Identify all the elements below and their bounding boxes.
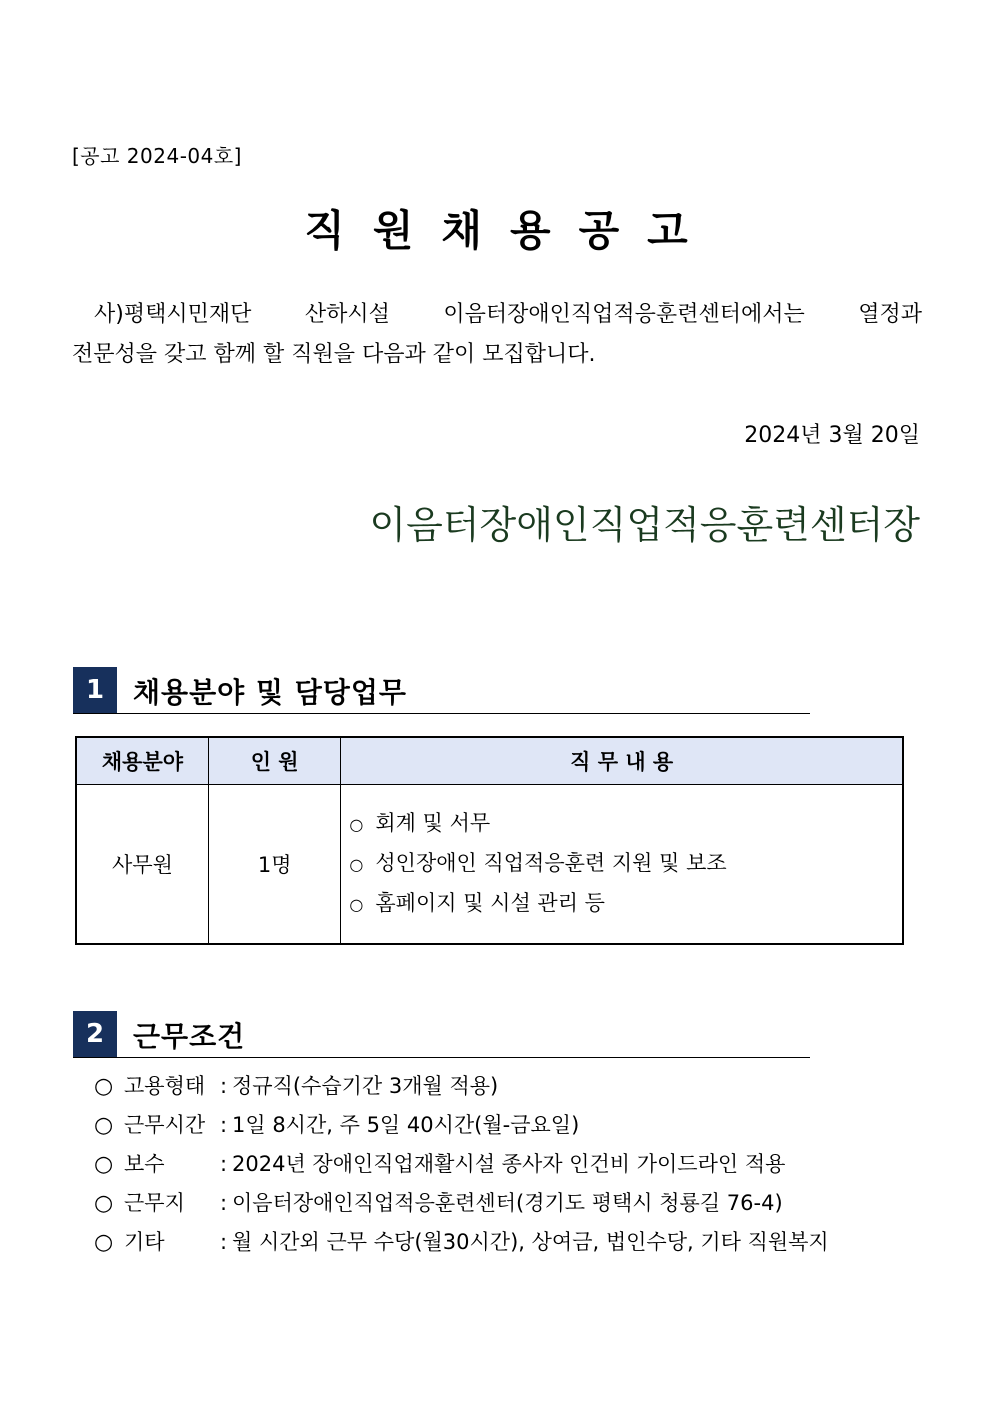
list-item: ○ 기타 : 월 시간외 근무 수당(월30시간), 상여금, 법인수당, 기타 직원복지	[94, 1223, 829, 1262]
circle-bullet-icon: ○	[94, 1074, 114, 1099]
duty-item	[349, 804, 901, 844]
cell-field: 사무원	[76, 785, 208, 945]
list-item: ○ 고용형태 : 정규직(수습기간 3개월 적용)	[94, 1067, 829, 1106]
condition-label: 근무시간	[124, 1113, 206, 1137]
duty-text: 홈페이지 및 시설 관리 등	[375, 891, 605, 915]
table-header-duties: 직 무 내 용	[341, 737, 903, 785]
condition-value: 월 시간외 근무 수당(월30시간), 상여금, 법인수당, 기타 직원복지	[232, 1230, 829, 1254]
duty-text: 성인장애인 직업적응훈련 지원 및 보조	[375, 851, 727, 875]
notice-date: 2024년 3월 20일	[744, 423, 920, 448]
section-header-2	[73, 1011, 810, 1058]
section-header-1	[73, 667, 810, 714]
circle-bullet-icon: ○	[94, 1230, 114, 1255]
signer-name: 이음터장애인직업적응훈련센터장	[369, 503, 920, 547]
circle-bullet-icon: ○	[94, 1113, 114, 1138]
cell-count: 1명	[208, 785, 340, 945]
list-item: ○ 근무시간 : 1일 8시간, 주 5일 40시간(월-금요일)	[94, 1106, 829, 1145]
table-header-count: 인 원	[208, 737, 340, 785]
section-number-badge: 1	[73, 667, 117, 713]
intro-line-1: 사)평택시민재단 산하시설 이음터장애인직업적응훈련센터에서는 열정과	[94, 302, 922, 327]
conditions-list	[94, 1067, 829, 1262]
bullet-icon: ○	[349, 855, 364, 874]
condition-label: 근무지	[124, 1191, 185, 1215]
condition-value: 이음터장애인직업적응훈련센터(경기도 평택시 청룡길 76-4)	[232, 1191, 783, 1215]
duty-item	[349, 844, 901, 884]
circle-bullet-icon: ○	[94, 1191, 114, 1216]
table-row	[76, 785, 903, 945]
section-title: 채용분야 및 담당업무	[133, 676, 407, 709]
notice-number: [공고 2024-04호]	[72, 144, 242, 168]
section-title: 근무조건	[133, 1020, 246, 1053]
list-item: ○ 근무지 : 이음터장애인직업적응훈련센터(경기도 평택시 청룡길 76-4)	[94, 1184, 829, 1223]
table-header-field: 채용분야	[76, 737, 208, 785]
intro-line-2: 전문성을 갖고 함께 할 직원을 다음과 같이 모집합니다.	[72, 342, 596, 367]
bullet-icon: ○	[349, 815, 364, 834]
condition-label: 고용형태	[124, 1074, 206, 1098]
condition-label: 보수	[124, 1152, 165, 1176]
circle-bullet-icon: ○	[94, 1152, 114, 1177]
duty-text: 회계 및 서무	[375, 811, 491, 835]
job-table	[75, 736, 904, 945]
condition-value: 2024년 장애인직업재활시설 종사자 인건비 가이드라인 적용	[232, 1152, 786, 1176]
intro-paragraph	[72, 295, 922, 375]
list-item: ○ 보수 : 2024년 장애인직업재활시설 종사자 인건비 가이드라인 적용	[94, 1145, 829, 1184]
cell-duties	[341, 785, 903, 945]
condition-value: 1일 8시간, 주 5일 40시간(월-금요일)	[232, 1113, 580, 1137]
bullet-icon: ○	[349, 895, 364, 914]
condition-label: 기타	[124, 1230, 165, 1254]
section-number-badge: 2	[73, 1011, 117, 1057]
condition-value: 정규직(수습기간 3개월 적용)	[232, 1074, 499, 1098]
document-title: 직원채용공고	[304, 206, 716, 255]
duty-item	[349, 884, 901, 924]
table-header-row	[76, 737, 903, 785]
